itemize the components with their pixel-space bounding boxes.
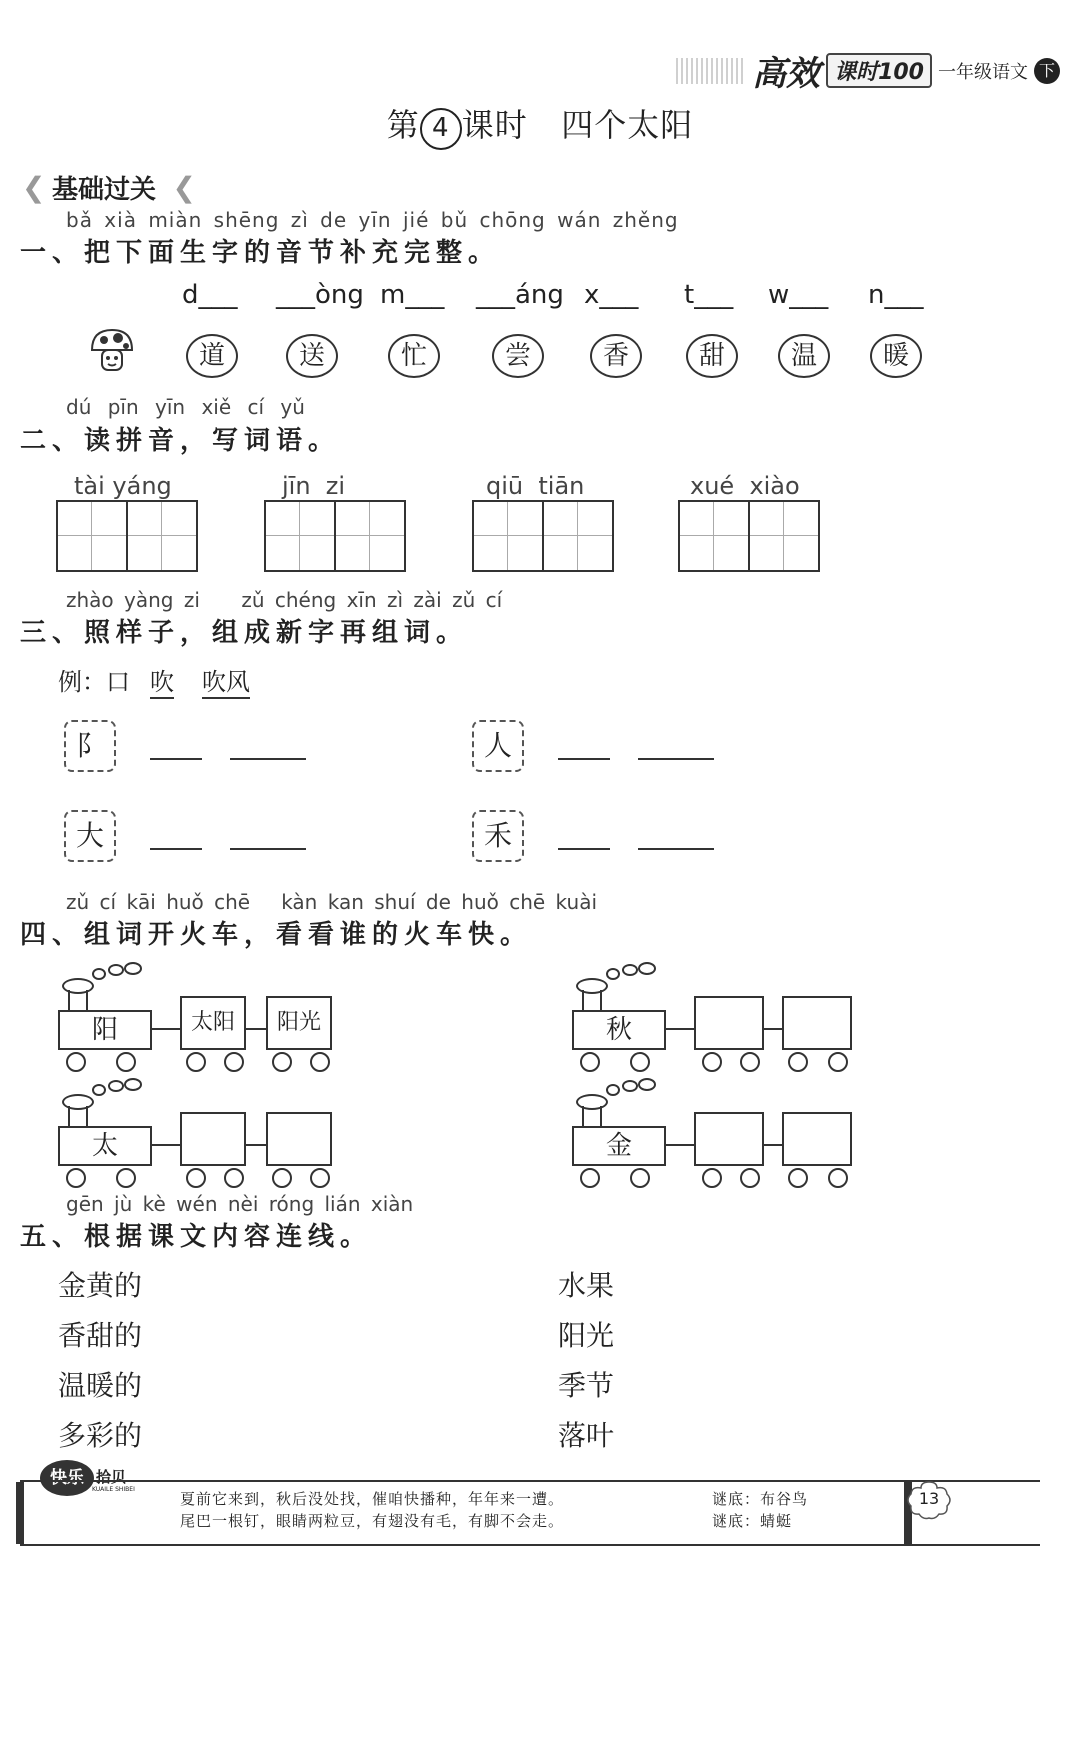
smoke-icon [606, 1084, 620, 1096]
writing-grid[interactable] [678, 500, 820, 572]
q5-text: 五、根据课文内容连线。 [20, 1222, 373, 1252]
mushroom-icon [88, 326, 136, 380]
lesson-number: 4 [420, 108, 462, 150]
answer-line[interactable] [150, 848, 202, 850]
train-car[interactable] [782, 1112, 852, 1166]
brand-title: 高效 [752, 54, 821, 94]
smoke-icon [108, 964, 124, 976]
chevron-left-icon: ❮ [172, 171, 197, 204]
answer-line[interactable] [150, 758, 202, 760]
radical-box: 大 [64, 810, 116, 862]
train-car[interactable] [782, 996, 852, 1050]
train [58, 1076, 348, 1186]
coupler [150, 1028, 180, 1030]
match-left-item[interactable]: 温暖的 [58, 1369, 143, 1402]
wheel-icon [702, 1052, 722, 1072]
writing-grid[interactable] [264, 500, 406, 572]
wheel-icon [828, 1168, 848, 1188]
answer-line[interactable] [638, 848, 714, 850]
wheel-icon [788, 1168, 808, 1188]
q1-blank[interactable]: ___áng [476, 280, 564, 310]
wheel-icon [828, 1052, 848, 1072]
wheel-icon [116, 1052, 136, 1072]
q1-char: 甜 [686, 334, 738, 378]
q2-pinyin: dú pīn yīn xiě cí yǔ [66, 395, 305, 419]
train-car[interactable]: 太阳 [180, 996, 246, 1050]
riddle-line: 尾巴一根钉，眼睛两粒豆，有翅没有毛，有脚不会走。 [180, 1512, 565, 1530]
q4-text: 四、组词开火车，看看谁的火车快。 [20, 920, 533, 950]
answer-line[interactable] [638, 758, 714, 760]
q1-char: 尝 [492, 334, 544, 378]
smoke-icon [124, 1078, 142, 1091]
match-left-item[interactable]: 香甜的 [58, 1319, 143, 1352]
lesson-title: 四个太阳 [561, 106, 694, 144]
example-word: 吹风 [202, 662, 250, 699]
answer-line[interactable] [230, 758, 306, 760]
wheel-icon [116, 1168, 136, 1188]
wheel-icon [66, 1168, 86, 1188]
radical-box: 禾 [472, 810, 524, 862]
train-engine: 阳 [58, 1010, 152, 1050]
radical-box: 阝 [64, 720, 116, 772]
smoke-icon [92, 1084, 106, 1096]
smoke-icon [638, 1078, 656, 1091]
q1-blank[interactable]: ___òng [276, 280, 364, 310]
q1-blank[interactable]: m___ [380, 280, 445, 310]
q1-char: 忙 [388, 334, 440, 378]
series-brand [676, 46, 1060, 95]
wheel-icon [630, 1168, 650, 1188]
example-char: 吹 [150, 662, 174, 699]
coupler [244, 1144, 266, 1146]
match-right-item[interactable]: 水果 [558, 1269, 615, 1302]
wheel-icon [224, 1052, 244, 1072]
footer-badge-label: 拾贝 [96, 1468, 127, 1486]
q1-char: 道 [186, 334, 238, 378]
train [572, 960, 862, 1070]
match-right-item[interactable]: 阳光 [558, 1319, 615, 1352]
page-title [0, 100, 1080, 150]
writing-grid[interactable] [472, 500, 614, 572]
smoke-icon [622, 1080, 638, 1092]
q1-char: 香 [590, 334, 642, 378]
train-car[interactable] [266, 1112, 332, 1166]
section-banner [22, 165, 196, 210]
train-car[interactable] [694, 1112, 764, 1166]
page-number: 13 [918, 1489, 940, 1508]
train-engine: 太 [58, 1126, 152, 1166]
smoke-icon [108, 1080, 124, 1092]
writing-grid[interactable] [56, 500, 198, 572]
answer-line[interactable] [230, 848, 306, 850]
q1-blank[interactable]: t___ [684, 280, 734, 310]
coupler [244, 1028, 266, 1030]
grade-label: 一年级语文 [938, 61, 1028, 83]
term-badge: 下 [1034, 58, 1060, 84]
wheel-icon [272, 1168, 292, 1188]
wheel-icon [272, 1052, 292, 1072]
wheel-icon [788, 1052, 808, 1072]
match-right-item[interactable]: 落叶 [558, 1419, 615, 1452]
q1-text: 一、把下面生字的音节补充完整。 [20, 238, 501, 268]
wheel-icon [310, 1168, 330, 1188]
wheel-icon [740, 1168, 760, 1188]
wheel-icon [186, 1168, 206, 1188]
wheel-icon [580, 1168, 600, 1188]
q1-char: 温 [778, 334, 830, 378]
smoke-icon [622, 964, 638, 976]
coupler [762, 1028, 782, 1030]
wheel-icon [702, 1168, 722, 1188]
riddle-answer: 谜底：蜻蜓 [712, 1512, 793, 1530]
q3-pinyin: zhào yàng zi zǔ chéng xīn zì zài zǔ cí [66, 588, 503, 612]
train [572, 1076, 862, 1186]
train [58, 960, 348, 1070]
wheel-icon [224, 1168, 244, 1188]
chevron-left-icon: ❮ [22, 171, 46, 204]
footer-badge-subtitle: KUAILE SHIBEI [92, 1486, 135, 1493]
smoke-icon [638, 962, 656, 975]
q1-blank[interactable]: n___ [868, 280, 924, 310]
q2-item-pinyin: qiū tiān [486, 472, 585, 500]
riddle-line: 夏前它来到，秋后没处找，催咱快播种，年年来一遭。 [180, 1490, 565, 1508]
train-car[interactable] [180, 1112, 246, 1166]
q2-item-pinyin: xué xiào [690, 472, 800, 500]
match-left-item[interactable]: 多彩的 [58, 1419, 143, 1452]
smoke-icon [606, 968, 620, 980]
coupler [150, 1144, 180, 1146]
wheel-icon [580, 1052, 600, 1072]
wheel-icon [310, 1052, 330, 1072]
wheel-icon [186, 1052, 206, 1072]
brand-subtitle: 课时100 [826, 53, 932, 88]
answer-line[interactable] [558, 848, 610, 850]
section-label: 基础过关 [52, 175, 157, 205]
train-car[interactable] [694, 996, 764, 1050]
q1-char: 送 [286, 334, 338, 378]
q2-text: 二、读拼音，写词语。 [20, 426, 341, 456]
q1-blank[interactable]: w___ [768, 280, 829, 310]
q4-pinyin: zǔ cí kāi huǒ chē kàn kan shuí de huǒ chē kuài [66, 890, 598, 914]
match-right-item[interactable]: 季节 [558, 1369, 615, 1402]
answer-line[interactable] [558, 758, 610, 760]
smoke-icon [92, 968, 106, 980]
train-engine: 秋 [572, 1010, 666, 1050]
match-left-item[interactable]: 金黄的 [58, 1269, 143, 1302]
wheel-icon [740, 1052, 760, 1072]
footer-badge: 快乐 [40, 1460, 94, 1496]
q2-item-pinyin: jīn zi [282, 472, 346, 500]
coupler [762, 1144, 782, 1146]
coupler [664, 1028, 694, 1030]
example-label: 例：口 [58, 668, 130, 696]
q1-blank[interactable]: d___ [182, 280, 238, 310]
lesson-prefix: 第 [386, 106, 420, 144]
lesson-suffix: 课时 [461, 106, 528, 144]
q3-text: 三、照样子，组成新字再组词。 [20, 618, 469, 648]
brand-decoration [676, 58, 746, 84]
train-car[interactable]: 阳光 [266, 996, 332, 1050]
smoke-icon [124, 962, 142, 975]
riddle-box-left-edge [16, 1482, 24, 1544]
q1-char: 暖 [870, 334, 922, 378]
q1-pinyin: bǎ xià miàn shēng zì de yīn jié bǔ chōng wán zhěng [66, 208, 679, 232]
radical-box: 人 [472, 720, 524, 772]
q5-pinyin: gēn jù kè wén nèi róng lián xiàn [66, 1192, 414, 1216]
coupler [664, 1144, 694, 1146]
wheel-icon [630, 1052, 650, 1072]
wheel-icon [66, 1052, 86, 1072]
q1-blank[interactable]: x___ [584, 280, 639, 310]
riddle-answer: 谜底：布谷鸟 [712, 1490, 809, 1508]
train-engine: 金 [572, 1126, 666, 1166]
q2-item-pinyin: tài yáng [74, 472, 172, 500]
